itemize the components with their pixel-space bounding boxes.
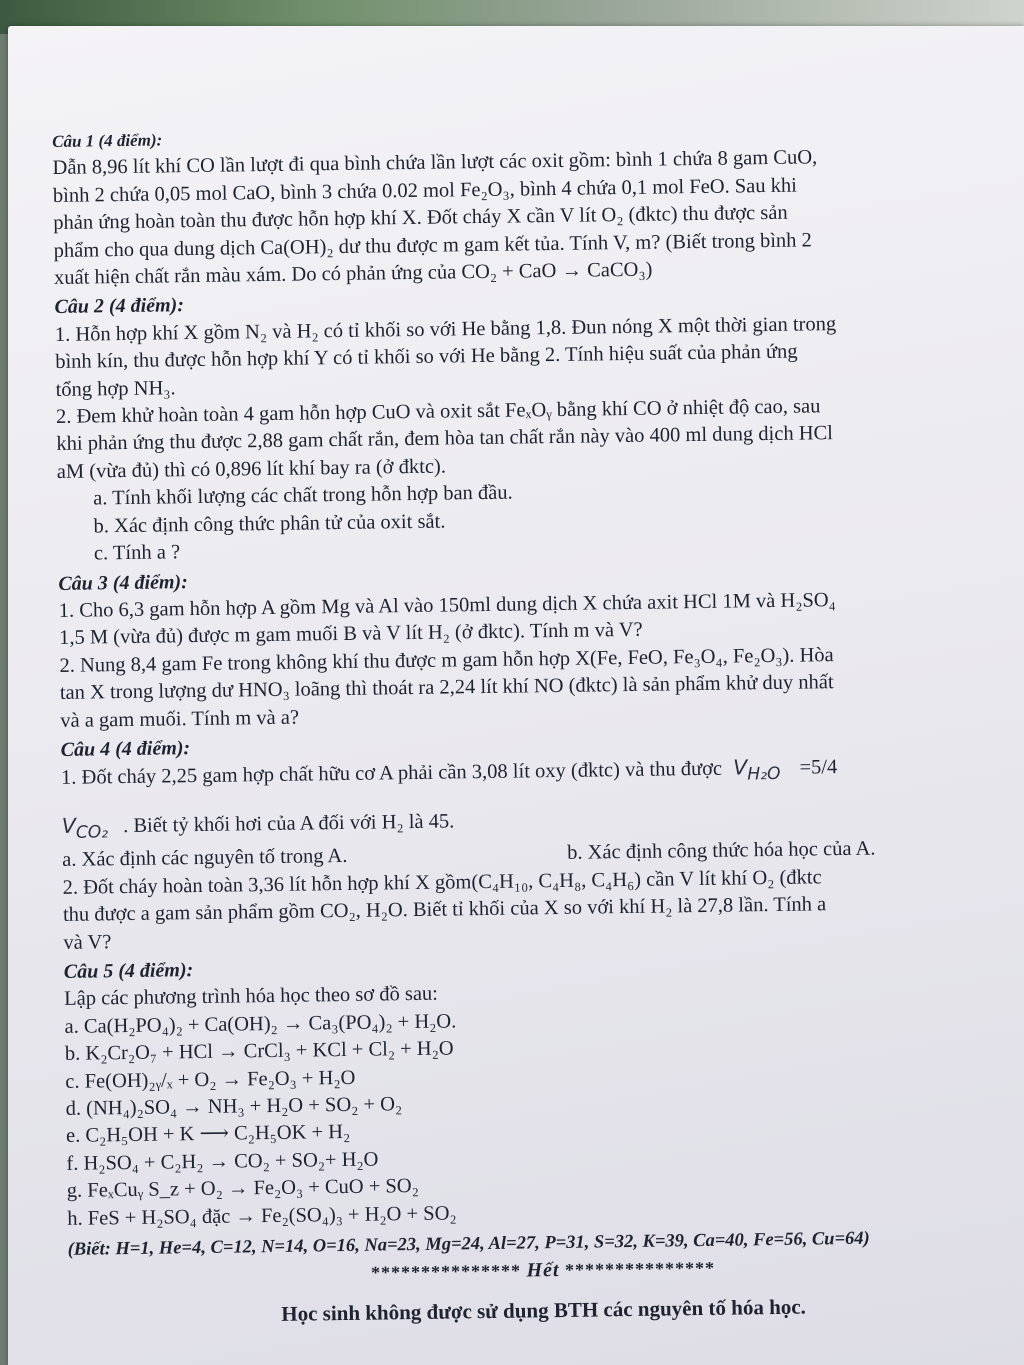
- question-2-line: 2. Đem khử hoàn toàn 4 gam hỗn hợp CuO và oxit sắt FeₓOᵧ bằng khí CO ở nhiệt độ cao, sau: [55, 395, 821, 429]
- question-2-line: aM (vừa đủ) thì có 0,896 lít khí bay ra (ở đktc).: [56, 455, 447, 483]
- question-3-line: 1. Cho 6,3 gam hỗn hợp A gồm Mg và Al vào 150ml dung dịch X chứa axit HCl 1M và H₂SO₄: [58, 589, 836, 622]
- question-3-line: tan X trong lượng dư HNO₃ loãng thì thoát ra 2,24 lít khí NO (đktc) là sản phẩm khử duy nhất: [59, 671, 834, 705]
- end-word: Hết: [526, 1259, 560, 1282]
- equation: e. C₂H₅OH + K ⟶ C₂H₅OK + H₂: [65, 1121, 351, 1148]
- v-symbol: V: [733, 755, 748, 780]
- stars-right: ***************: [564, 1258, 716, 1281]
- equation: d. (NH₄)₂SO₄ → NH₃ + H₂O + SO₂ + O₂: [65, 1093, 403, 1120]
- equation: f. H₂SO₄ + C₂H₂ → CO₂ + SO₂+ H₂O: [66, 1148, 379, 1175]
- question-2-line: 1. Hỗn hợp khí X gồm N₂ và H₂ có tỉ khối so với He bằng 1,8. Đun nóng X một thời gian trong: [54, 312, 837, 346]
- question-2-line: tổng hợp NH₃.: [55, 376, 176, 401]
- question-4: [61, 724, 1014, 957]
- question-1-line: phản ứng hoàn toàn thu được hỗn hợp khí X. Đốt cháy X cần V lít O₂ (đktc) thu được sản: [53, 201, 788, 235]
- question-2-subitem: c. Tính a ?: [93, 541, 181, 565]
- question-4-line: thu được a gam sản phẩm gồm CO₂, H₂O. Biết tỉ khối của X so với khí H₂ là 27,8 lần. Tính a: [62, 893, 827, 927]
- question-4-heading: Câu 4 (4 điểm):: [60, 737, 191, 761]
- question-5-heading: Câu 5 (4 điểm):: [63, 959, 194, 983]
- question-1-line: xuất hiện chất rắn màu xám. Do có phản ứng của CO₂ + CaO → CaCO₃): [53, 258, 653, 290]
- question-4-line: và V?: [63, 930, 112, 954]
- exam-content: [52, 115, 1019, 1331]
- question-1-heading: Câu 1 (4 điểm):: [52, 130, 163, 151]
- question-3-line: 1,5 M (vừa đủ) được m gam muối B và V lít H₂ (ở đktc). Tính m và V?: [58, 619, 643, 650]
- question-5: [64, 946, 1018, 1233]
- question-1-line: phẩm cho qua dung dịch Ca(OH)₂ dư thu được m gam kết tủa. Tính V, m? (Biết trong bình 2: [53, 229, 812, 262]
- question-2-heading: Câu 2 (4 điểm):: [54, 294, 185, 319]
- question-3: [58, 557, 1010, 735]
- question-3-heading: Câu 3 (4 điểm):: [58, 570, 188, 595]
- v-symbol: V: [61, 813, 76, 838]
- question-3-line: 2. Nung 8,4 gam Fe trong không khí thu được m gam hỗn hợp X(Fe, FeO, Fe₃O₄, Fe₂O₃). Hòa: [59, 643, 834, 677]
- equation: h. FeS + H₂SO₄ đặc → Fe₂(SO₄)₃ + H₂O + SO₂: [67, 1202, 457, 1230]
- question-1-line: bình 2 chứa 0,05 mol CaO, bình 3 chứa 0.02 mol Fe₂O₃, bình 4 chứa 0,1 mol FeO. Sau khi: [52, 174, 798, 207]
- question-2: [54, 281, 1008, 568]
- equation: a. Ca(H₂PO₄)₂ + Ca(OH)₂ → Ca₃(PO₄)₂ + H₂O.: [64, 1010, 457, 1038]
- h2o-subscript: H₂O: [747, 764, 781, 785]
- stars-left: ***************: [370, 1261, 522, 1284]
- question-4-subitem-a: a. Xác định các nguyên tố trong A.: [62, 845, 348, 872]
- final-note: Học sinh không được sử dụng BTH các nguyên tố hóa học.: [281, 1294, 807, 1326]
- question-2-line: khi phản ứng thu được 2,88 gam chất rắn, đem hòa tan chất rắn này vào 400 ml dung dịch HCl: [56, 422, 834, 456]
- ratio: =5/4: [799, 756, 838, 779]
- question-4-line1: 1. Đốt cháy 2,25 gam hợp chất hữu cơ A phải cần 3,08 lít oxy (đktc) và thu được: [60, 758, 723, 790]
- equation: c. Fe(OH)₂ᵧ/ₓ + O₂ → Fe₂O₃ + H₂O: [65, 1066, 356, 1093]
- question-4-line2: . Biết tỷ khối hơi của A đối với H₂ là 45.: [122, 810, 455, 837]
- equation: b. K₂Cr₂O₇ + HCl → CrCl₃ + KCl + Cl₂ + H₂O: [64, 1037, 454, 1066]
- handwritten-v-co2: [61, 813, 109, 843]
- question-2-subitem: b. Xác định công thức phân tử của oxit sắt.: [93, 510, 446, 538]
- equation: g. FeₓCuᵧ S_z + O₂ → Fe₂O₃ + CuO + SO₂: [66, 1175, 419, 1203]
- question-3-line: và a gam muối. Tính m và a?: [60, 706, 300, 732]
- question-5-intro: Lập các phương trình hóa học theo sơ đồ sau:: [64, 983, 439, 1011]
- co2-subscript: CO₂: [75, 822, 109, 843]
- atomic-masses-note: (Biết: H=1, He=4, C=12, N=14, O=16, Na=23, Mg=24, Al=27, P=31, S=32, K=39, Ca=40, Fe=56, Cu=64): [67, 1228, 870, 1260]
- question-2-subitem: a. Tính khối lượng các chất trong hỗn hợp ban đầu.: [93, 481, 513, 510]
- question-4-subitem-b: b. Xác định công thức hóa học của A.: [567, 837, 876, 865]
- question-1: [52, 115, 1004, 293]
- handwritten-v-h2o: [733, 755, 781, 785]
- question-1-line: Dẫn 8,96 lít khí CO lần lượt đi qua bình chứa lần lượt các oxit gồm: bình 1 chứa 8 gam CuO,: [52, 146, 818, 180]
- question-2-line: bình kín, thu được hỗn hợp khí Y có tỉ khối so với He bằng 2. Tính hiệu suất của phản ứng: [55, 340, 798, 374]
- question-4-line: 2. Đốt cháy hoàn toàn 3,36 lít hỗn hợp khí X gồm(C₄H₁₀, C₄H₈, C₄H₆) cần V lít khí O₂ (đktc: [62, 866, 822, 899]
